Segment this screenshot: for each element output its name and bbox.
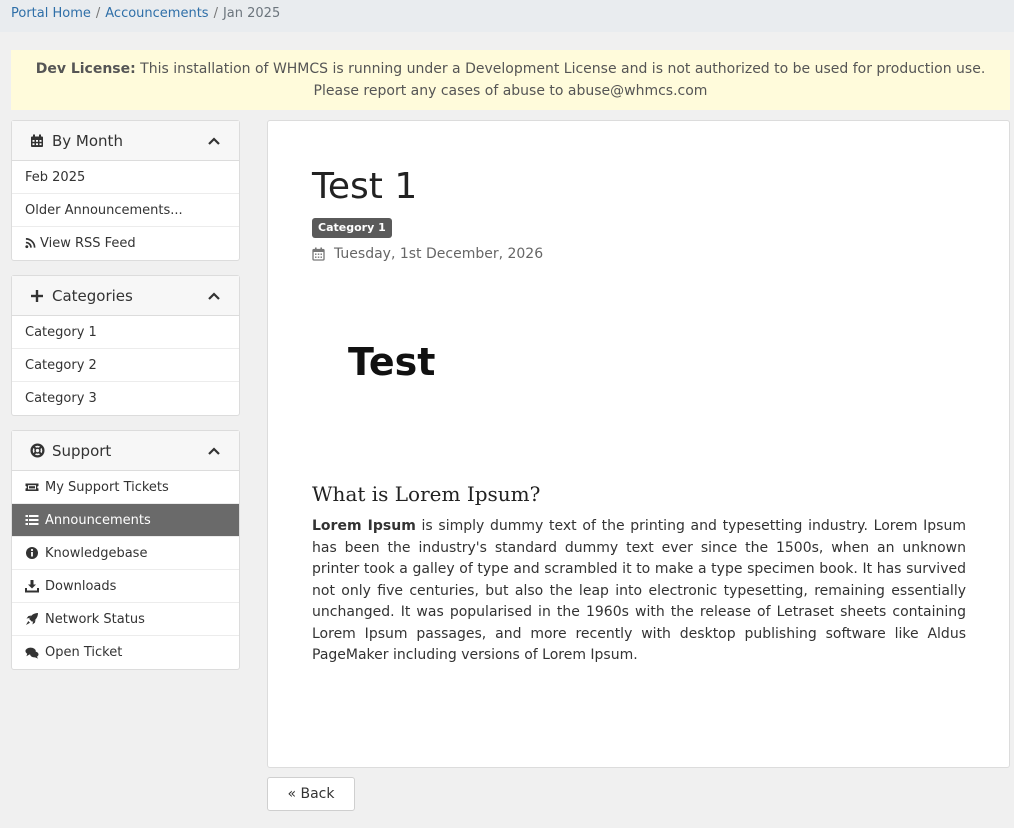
category-item[interactable] xyxy=(12,316,239,349)
download-icon xyxy=(25,579,39,593)
list-icon xyxy=(25,513,39,527)
category-item[interactable] xyxy=(12,349,239,382)
month-item-label: Older Announcements... xyxy=(25,202,183,218)
support-panel-header[interactable] xyxy=(12,431,239,471)
category-label: Category 1 xyxy=(25,324,97,340)
announcement-body-bold: Lorem Ipsum xyxy=(312,518,416,534)
dev-license-text: This installation of WHMCS is running under a Development License and is not authorized to be used for production use. Please report any cases of abuse to abuse@whmcs.com xyxy=(135,61,986,99)
dev-license-label: Dev License: xyxy=(35,61,136,77)
support-title: Support xyxy=(52,441,112,460)
sidebar-item-downloads[interactable] xyxy=(12,570,239,603)
rss-feed-label: View RSS Feed xyxy=(40,236,136,251)
chevron-up-icon[interactable] xyxy=(207,134,221,148)
announcement-title: Test 1 xyxy=(312,166,418,207)
rss-icon xyxy=(25,237,37,251)
dev-license-banner xyxy=(11,50,1010,110)
sidebar-item-label: Downloads xyxy=(45,578,117,594)
categories-panel xyxy=(11,275,240,416)
breadcrumb-separator: / xyxy=(95,6,101,21)
ticket-icon xyxy=(25,480,39,494)
calendar-icon xyxy=(312,247,326,261)
by-month-panel xyxy=(11,120,240,261)
category-badge[interactable]: Category 1 xyxy=(312,218,392,238)
month-item-label: Feb 2025 xyxy=(25,169,86,185)
breadcrumb-portal-home[interactable]: Portal Home xyxy=(11,6,91,21)
breadcrumb-separator: / xyxy=(213,6,218,21)
support-panel xyxy=(11,430,240,670)
chevron-up-icon[interactable] xyxy=(207,444,221,458)
month-item-feb-2025[interactable] xyxy=(12,161,239,194)
month-item-older[interactable] xyxy=(12,194,239,227)
announcement-body xyxy=(312,516,966,667)
by-month-panel-header[interactable] xyxy=(12,121,239,161)
sidebar-item-network-status[interactable] xyxy=(12,603,239,636)
category-item[interactable] xyxy=(12,382,239,415)
announcement-image: Test xyxy=(348,340,436,384)
announcement-subheading: What is Lorem Ipsum? xyxy=(312,482,541,506)
sidebar-item-announcements[interactable] xyxy=(12,504,239,537)
announcement-date-text: Tuesday, 1st December, 2026 xyxy=(334,246,544,262)
chevron-up-icon[interactable] xyxy=(207,289,221,303)
category-label: Category 2 xyxy=(25,357,97,373)
by-month-title: By Month xyxy=(52,131,123,150)
sidebar-item-open-ticket[interactable] xyxy=(12,636,239,669)
comments-icon xyxy=(25,646,39,660)
sidebar-item-label: Network Status xyxy=(45,611,145,627)
sidebar-item-label: My Support Tickets xyxy=(45,479,169,495)
category-label: Category 3 xyxy=(25,391,97,406)
back-button[interactable]: « Back xyxy=(267,777,355,811)
calendar-icon xyxy=(28,132,46,150)
sidebar-item-label: Knowledgebase xyxy=(45,545,148,561)
sidebar-item-label: Announcements xyxy=(45,512,151,528)
sidebar-item-label: Open Ticket xyxy=(45,645,123,660)
announcement-card xyxy=(267,120,1010,768)
announcement-date xyxy=(312,246,543,262)
breadcrumb xyxy=(0,0,1014,32)
categories-panel-header[interactable] xyxy=(12,276,239,316)
info-icon xyxy=(25,546,39,560)
plus-icon xyxy=(28,287,46,305)
breadcrumb-current: Jan 2025 xyxy=(222,6,281,21)
announcement-body-text: is simply dummy text of the printing and typesetting industry. Lorem Ipsum has been the industry's standard dummy text ever since the 1500s, when an unknown printer took a galley of type and scrambled it to make a type specimen book. It has survived not only five centuries, but also the leap into electronic typesetting, remaining essentially unchanged. It was popularised in the 1960s with the release of Letraset sheets containing Lorem Ipsum passages, and more recently with desktop publishing software like Aldus PageMaker including versions of Lorem Ipsum. xyxy=(312,518,966,663)
life-ring-icon xyxy=(28,442,46,460)
sidebar-item-my-support-tickets[interactable] xyxy=(12,471,239,504)
rss-feed-link[interactable] xyxy=(12,227,239,260)
categories-title: Categories xyxy=(52,286,133,305)
sidebar-item-knowledgebase[interactable] xyxy=(12,537,239,570)
rocket-icon xyxy=(25,612,39,626)
breadcrumb-announcements[interactable]: Accouncements xyxy=(105,6,209,21)
